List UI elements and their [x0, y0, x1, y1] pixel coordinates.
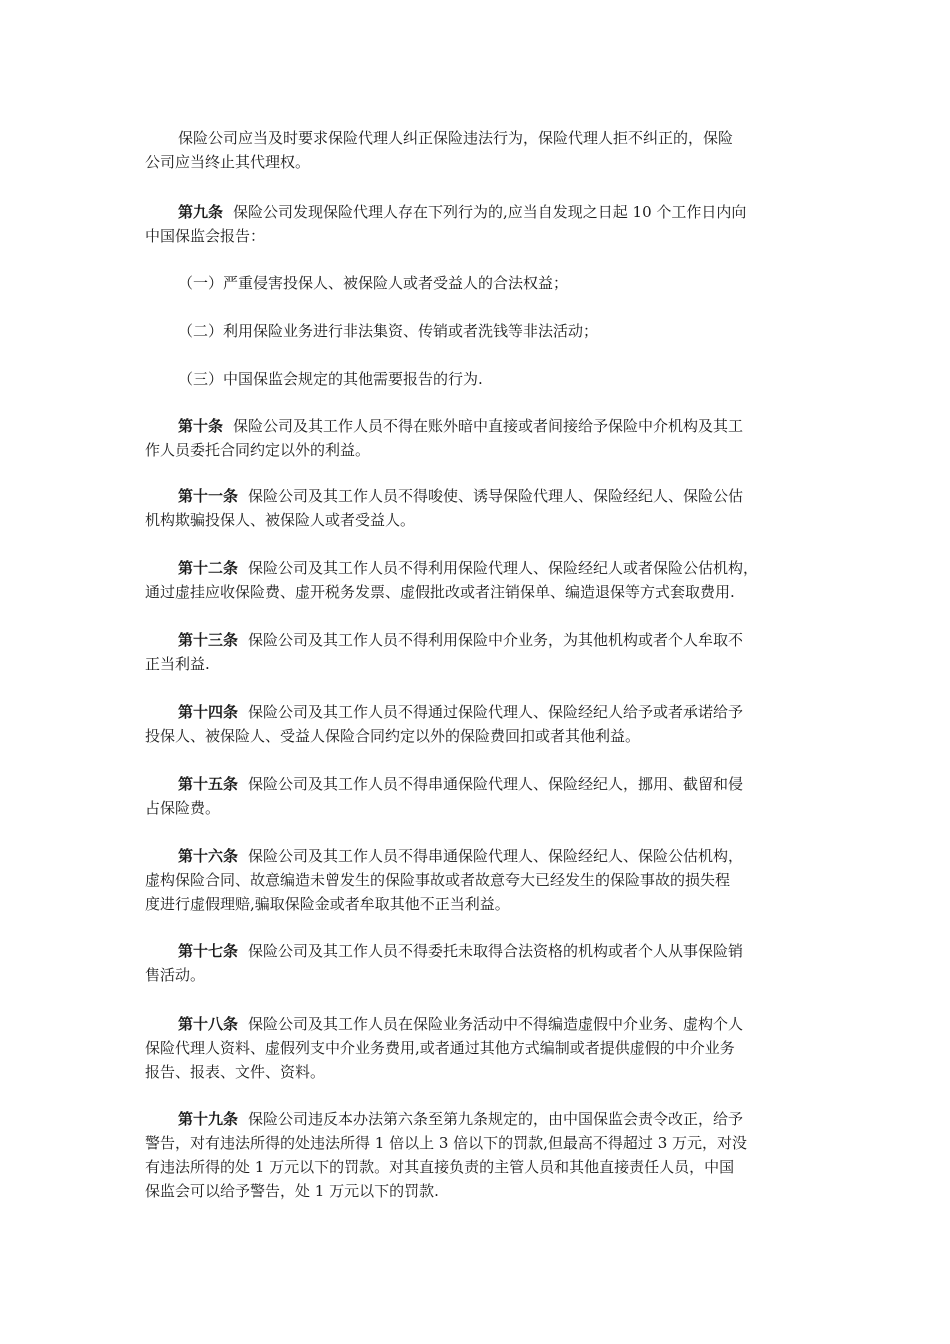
- text-line: 机构欺骗投保人、被保险人或者受益人。: [145, 511, 416, 529]
- text-line: 保险公司应当及时要求保险代理人纠正保险违法行为，保险代理人拒不纠正的，保险: [178, 129, 734, 147]
- article-heading: 第九条: [178, 203, 224, 221]
- article-heading: 第十五条: [178, 775, 239, 793]
- article-17: [145, 939, 815, 987]
- text-line: 占保险费。: [145, 799, 221, 817]
- text-line: 保险公司及其工作人员不得通过保险代理人、保险经纪人给予或者承诺给予: [248, 703, 744, 721]
- list-item-3: （三）中国保监会规定的其他需要报告的行为.: [178, 370, 483, 388]
- list-item-1: （一）严重侵害投保人、被保险人或者受益人的合法权益；: [178, 274, 569, 292]
- text-line: 报告、报表、文件、资料。: [145, 1063, 326, 1081]
- article-heading: 第十六条: [178, 847, 239, 865]
- article-18: [145, 1012, 815, 1084]
- text-line: 警告，对有违法所得的处违法所得 1 倍以上 3 倍以下的罚款,但最高不得超过 3 万元，对没: [145, 1134, 748, 1152]
- text-line: 保险公司及其工作人员不得串通保险代理人、保险经纪人、保险公估机构，: [248, 847, 744, 865]
- list-item-2: （二）利用保险业务进行非法集资、传销或者洗钱等非法活动；: [178, 322, 599, 340]
- article-16: [145, 844, 815, 916]
- article-10: [145, 414, 815, 462]
- article-13: [145, 628, 815, 676]
- article-15: [145, 772, 815, 820]
- text-line: 保险代理人资料、虚假列支中介业务费用,或者通过其他方式编制或者提供虚假的中介业务: [145, 1039, 735, 1057]
- article-heading: 第十一条: [178, 487, 239, 505]
- text-line: 中国保监会报告：: [145, 227, 266, 245]
- article-14: [145, 700, 815, 748]
- text-line: 通过虚挂应收保险费、虚开税务发票、虚假批改或者注销保单、编造退保等方式套取费用.: [145, 583, 735, 601]
- text-line: 保险公司违反本办法第六条至第九条规定的，由中国保监会责令改正，给予: [248, 1110, 744, 1128]
- article-heading: 第十二条: [178, 559, 239, 577]
- text-line: 保险公司及其工作人员不得串通保险代理人、保险经纪人，挪用、截留和侵: [248, 775, 744, 793]
- article-heading: 第十三条: [178, 631, 239, 649]
- text-line: 虚构保险合同、故意编造未曾发生的保险事故或者故意夸大已经发生的保险事故的损失程: [145, 871, 731, 889]
- article-heading: 第十四条: [178, 703, 239, 721]
- text-line: 保险公司及其工作人员不得唆使、诱导保险代理人、保险经纪人、保险公估: [248, 487, 744, 505]
- text-line: 保险公司及其工作人员不得在账外暗中直接或者间接给予保险中介机构及其工: [233, 417, 744, 435]
- text-line: 保险公司及其工作人员不得利用保险中介业务，为其他机构或者个人牟取不: [248, 631, 744, 649]
- text-line: 度进行虚假理赔,骗取保险金或者牟取其他不正当利益。: [145, 895, 510, 913]
- article-19: [145, 1107, 815, 1203]
- text-line: 保险公司及其工作人员在保险业务活动中不得编造虚假中介业务、虚构个人: [248, 1015, 744, 1033]
- text-line: 正当利益.: [145, 655, 210, 673]
- intro-paragraph: [145, 126, 815, 174]
- article-heading: 第十九条: [178, 1110, 239, 1128]
- text-line: 保险公司发现保险代理人存在下列行为的,应当自发现之日起 10 个工作日内向: [233, 203, 747, 221]
- text-line: 保险公司及其工作人员不得委托未取得合法资格的机构或者个人从事保险销: [248, 942, 744, 960]
- text-line: 保监会可以给予警告，处 1 万元以下的罚款.: [145, 1182, 439, 1200]
- article-12: [145, 556, 815, 604]
- article-heading: 第十条: [178, 417, 224, 435]
- article-9: [145, 200, 815, 248]
- text-line: 售活动。: [145, 966, 206, 984]
- article-heading: 第十七条: [178, 942, 239, 960]
- text-line: 保险公司及其工作人员不得利用保险代理人、保险经纪人或者保险公估机构，: [248, 559, 759, 577]
- text-line: 有违法所得的处 1 万元以下的罚款。对其直接负责的主管人员和其他直接责任人员，中国: [145, 1158, 735, 1176]
- article-11: [145, 484, 815, 532]
- text-line: 投保人、被保险人、受益人保险合同约定以外的保险费回扣或者其他利益。: [145, 727, 641, 745]
- article-heading: 第十八条: [178, 1015, 239, 1033]
- text-line: 作人员委托合同约定以外的利益。: [145, 441, 371, 459]
- text-line: 公司应当终止其代理权。: [145, 153, 311, 171]
